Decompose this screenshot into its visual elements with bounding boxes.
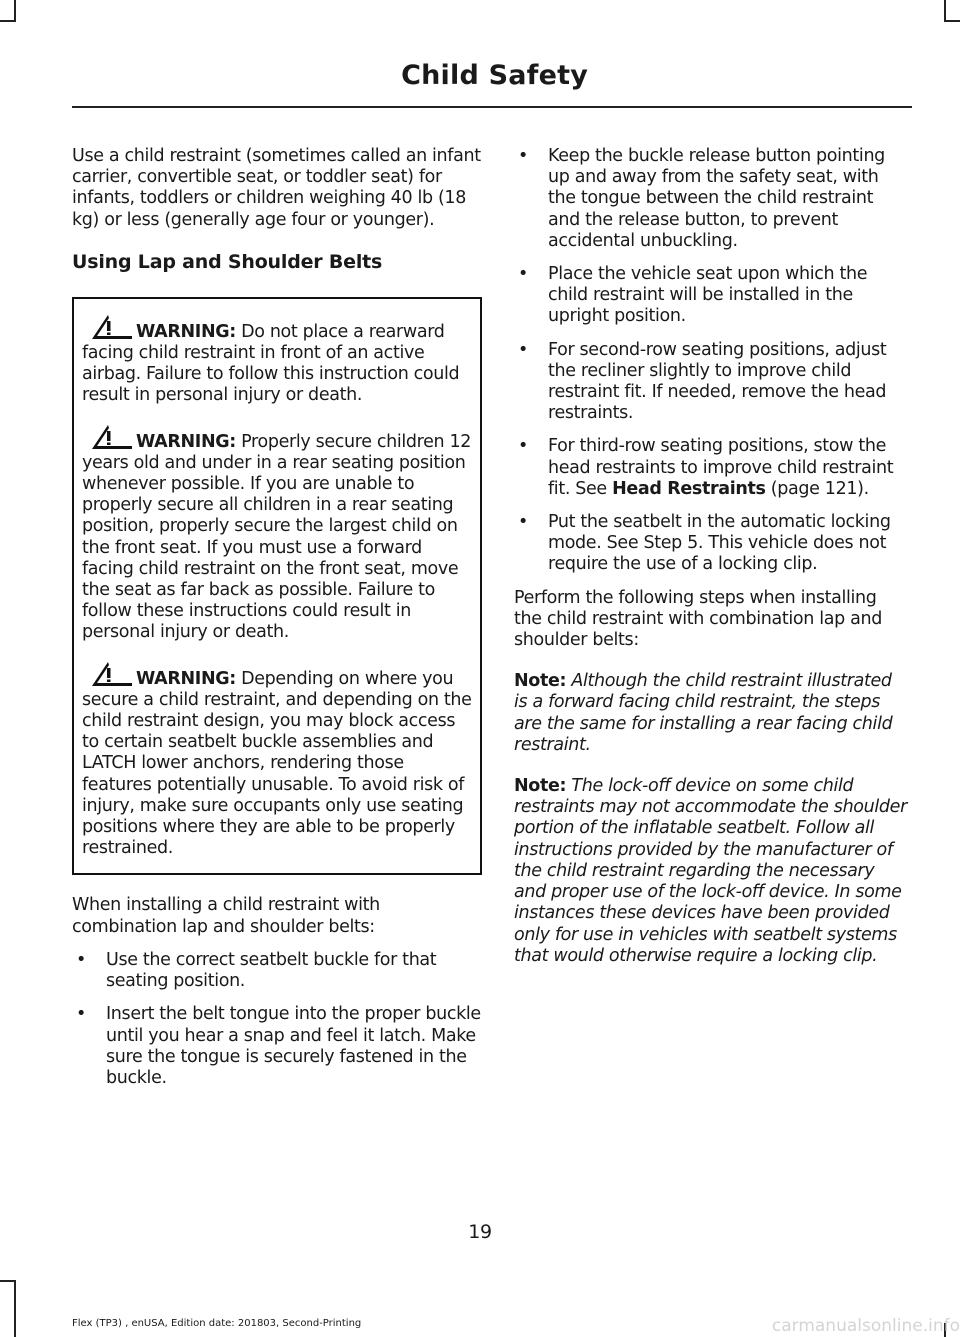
page-number: 19 — [468, 1221, 492, 1243]
warning-paragraph — [82, 423, 474, 644]
bullet: • — [76, 1004, 86, 1025]
note-text: The lock-off device on some child restraints may not accommodate the shoulder portion of the inflatable seatbelt. Follow all instructions provided by the manufacturer of the child restraint regarding the necessary and proper use of the lock-off device. In some instances these devices have been provided only for use in vehicles with seatbelt systems that would otherwise require a locking clip. — [514, 776, 907, 966]
list-item — [72, 1004, 482, 1089]
bullet: • — [518, 436, 528, 457]
list-item-text: Insert the belt tongue into the proper buckle until you hear a snap and feel it latch. Make sure the tongue is securely fastened in the buckle. — [106, 1004, 481, 1088]
warning-label: WARNING: — [136, 668, 236, 689]
warning-text: Depending on where you secure a child restraint, and depending on the child restraint design, you may block access to certain seatbelt buckle assemblies and LATCH lower anchors, rendering those features potentially unusable. To avoid risk of injury, make sure occupants only use seating positions where they are able to be properly restrained. — [82, 668, 472, 859]
note-paragraph — [514, 671, 909, 756]
warning-paragraph — [82, 313, 474, 407]
list-item — [514, 512, 909, 576]
bullet: • — [76, 949, 86, 970]
list-item — [514, 146, 909, 252]
list-item-text: Place the vehicle seat upon which the child restraint will be installed in the upright position. — [548, 264, 868, 327]
warning-label: WARNING: — [136, 321, 236, 342]
list-item-text: (page 121). — [765, 478, 869, 499]
crop-mark — [0, 20, 16, 22]
page-title: Child Safety — [401, 60, 588, 91]
list-item — [514, 264, 909, 328]
left-column — [72, 146, 482, 1107]
warning-triangle-icon — [88, 660, 136, 688]
bullet: • — [518, 264, 528, 285]
crop-mark — [14, 1280, 16, 1337]
header-rule — [72, 106, 912, 108]
crop-mark — [14, 0, 16, 20]
steps-intro: Perform the following steps when installing the child restraint with combination lap and shoulder belts: — [514, 587, 882, 651]
warning-text: Do not place a rearward facing child restraint in front of an active airbag. Failure to follow this instruction could result in personal injury or death. — [82, 321, 460, 406]
note-label: Note: — [514, 671, 567, 692]
warning-label: WARNING: — [136, 431, 236, 452]
install-intro: When installing a child restraint with combination lap and shoulder belts: — [72, 895, 380, 937]
footer-edition-info: Flex (TP3) , enUSA, Edition date: 201803, Second-Printing — [72, 1318, 362, 1329]
note-label: Note: — [514, 776, 567, 797]
crop-mark — [0, 1280, 16, 1282]
watermark: carmanualsonline.info — [771, 1316, 960, 1336]
right-column — [514, 146, 909, 987]
cross-reference-link[interactable]: Head Restraints — [612, 478, 766, 499]
note-paragraph — [514, 776, 909, 967]
warning-text: Properly secure children 12 years old and under in a rear seating position whenever possible. If you are unable to properly secure all children in a rear seating position, properly secure the largest child on the front seat. If you must use a forward facing child restraint on the front seat, move the seat as far back as possible. Failure to follow these instructions could result in personal injury or death. — [82, 431, 472, 643]
list-item — [514, 340, 909, 425]
warning-box — [72, 297, 482, 876]
warning-paragraph — [82, 660, 474, 860]
bullet: • — [518, 512, 528, 533]
bullet: • — [518, 339, 528, 360]
note-text: Although the child restraint illustrated is a forward facing child restraint, the steps are the same for installing a rear facing child restraint. — [514, 671, 893, 755]
bullet-list — [72, 950, 482, 1089]
crop-mark — [944, 0, 946, 20]
warning-triangle-icon — [88, 313, 136, 341]
bullet-list — [514, 146, 909, 576]
section-heading: Using Lap and Shoulder Belts — [72, 250, 383, 273]
warning-triangle-icon — [88, 423, 136, 451]
list-item — [514, 436, 909, 500]
list-item-text: Keep the buckle release button pointing up and away from the safety seat, with the tongue between the child restraint and the release button, to prevent accidental unbuckling. — [548, 146, 885, 251]
list-item-text: Use the correct seatbelt buckle for that seating position. — [106, 949, 437, 992]
list-item-text: For second-row seating positions, adjust the recliner slightly to improve child restraint fit. If needed, remove the head restraints. — [548, 339, 887, 424]
intro-paragraph: Use a child restraint (sometimes called an infant carrier, convertible seat, or toddler seat) for infants, toddlers or children weighing 40 lb (18 kg) or less (generally age four or younger). — [72, 146, 481, 230]
list-item — [72, 950, 482, 992]
crop-mark — [944, 20, 960, 22]
bullet: • — [518, 146, 528, 166]
list-item-text: For third-row seating positions, stow the head restraints to improve child restraint fit. See — [548, 436, 894, 499]
list-item-text: Put the seatbelt in the automatic locking mode. See Step 5. This vehicle does not require the use of a locking clip. — [548, 512, 891, 575]
